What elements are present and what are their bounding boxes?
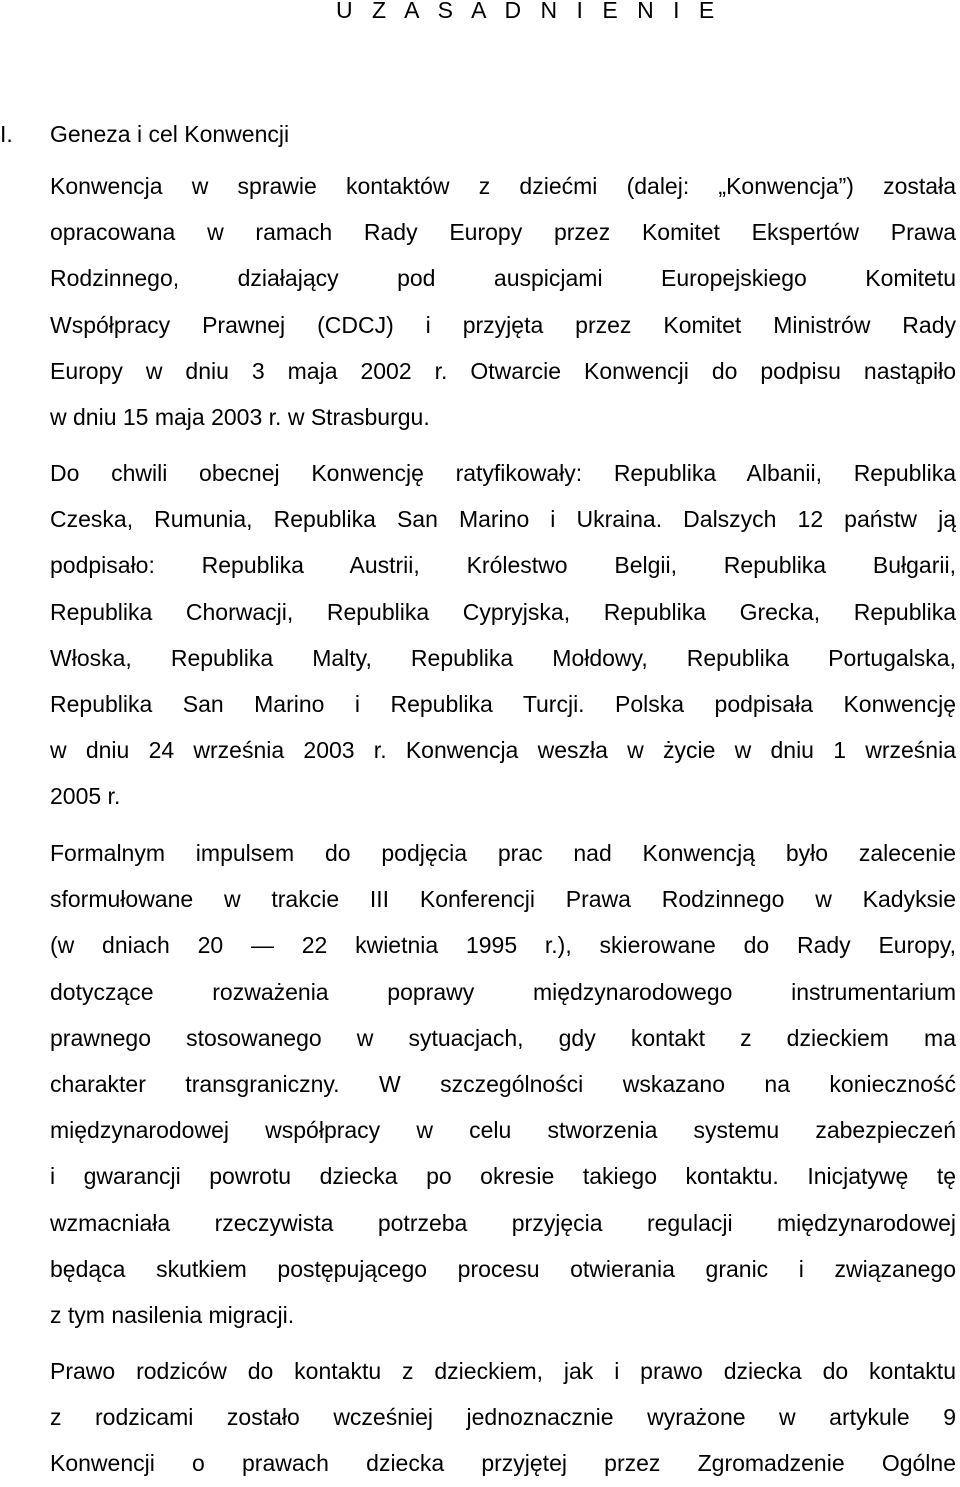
paragraph-line: w dniu 15 maja 2003 r. w Strasburgu. (50, 403, 430, 430)
paragraph-line: z tym nasilenia migracji. (50, 1301, 295, 1328)
paragraph-line: 2005 r. (50, 783, 121, 810)
paragraph-line: i gwarancji powrotu dziecka po okresie takiego kontaktu. Inicjatywę tę (50, 1163, 956, 1190)
paragraph-line: Współpracy Prawnej (CDCJ) i przyjęta przez Komitet Ministrów Rady (50, 311, 956, 338)
paragraph-line: będąca skutkiem postępującego procesu otwierania granic i związanego (50, 1255, 956, 1282)
paragraph-line: Konwencji o prawach dziecka przyjętej przez Zgromadzenie Ogólne (50, 1450, 956, 1477)
paragraph-line: z rodzicami zostało wcześniej jednoznacznie wyrażone w artykule 9 (50, 1404, 956, 1431)
paragraph-line: sformułowane w trakcie III Konferencji Prawa Rodzinnego w Kadyksie (50, 886, 956, 913)
paragraph-line: Republika San Marino i Republika Turcji. Polska podpisała Konwencję (50, 690, 956, 717)
paragraph-line: (w dniach 20 — 22 kwietnia 1995 r.), skierowane do Rady Europy, (50, 932, 956, 959)
paragraph-ratification (50, 450, 956, 820)
section-number: I. (0, 121, 13, 147)
paragraph-line: Konwencja w sprawie kontaktów z dziećmi (dalej: „Konwencja”) została (50, 173, 956, 199)
paragraph-line: Do chwili obecnej Konwencję ratyfikowały: Republika Albanii, Republika (50, 460, 956, 486)
paragraph-line: prawnego stosowanego w sytuacjach, gdy kontakt z dzieckiem ma (50, 1024, 956, 1051)
section-heading-text: Geneza i cel Konwencji (50, 121, 290, 147)
document-title: U Z A S A D N I E N I E (336, 0, 721, 23)
paragraph-rights (50, 1348, 956, 1487)
paragraph-line: opracowana w ramach Rady Europy przez Komitet Ekspertów Prawa (50, 219, 956, 246)
paragraph-line: charakter transgraniczny. W szczególności wskazano na konieczność (50, 1070, 956, 1097)
paragraph-line: Czeska, Rumunia, Republika San Marino i Ukraina. Dalszych 12 państw ją (50, 506, 956, 533)
paragraph-impulse (50, 830, 956, 1338)
paragraph-line: Rodzinnego, działający pod auspicjami Europejskiego Komitetu (50, 265, 956, 292)
paragraph-origin (50, 163, 956, 440)
paragraph-line: Republika Chorwacji, Republika Cypryjska, Republika Grecka, Republika (50, 598, 956, 625)
paragraph-line: w dniu 24 września 2003 r. Konwencja weszła w życie w dniu 1 września (50, 737, 956, 764)
paragraph-line: wzmacniała rzeczywista potrzeba przyjęcia regulacji międzynarodowej (50, 1209, 956, 1236)
paragraph-line: Włoska, Republika Malty, Republika Mołdowy, Republika Portugalska, (50, 644, 956, 671)
paragraph-line: podpisało: Republika Austrii, Królestwo Belgii, Republika Bułgarii, (50, 552, 956, 579)
paragraph-line: Formalnym impulsem do podjęcia prac nad Konwencją było zalecenie (50, 840, 956, 866)
paragraph-line: Europy w dniu 3 maja 2002 r. Otwarcie Konwencji do podpisu nastąpiło (50, 357, 956, 384)
paragraph-line: Prawo rodziców do kontaktu z dzieckiem, jak i prawo dziecka do kontaktu (50, 1358, 956, 1384)
paragraph-line: dotyczące rozważenia poprawy międzynarodowego instrumentarium (50, 978, 956, 1005)
paragraph-line: międzynarodowej współpracy w celu stworzenia systemu zabezpieczeń (50, 1117, 956, 1144)
